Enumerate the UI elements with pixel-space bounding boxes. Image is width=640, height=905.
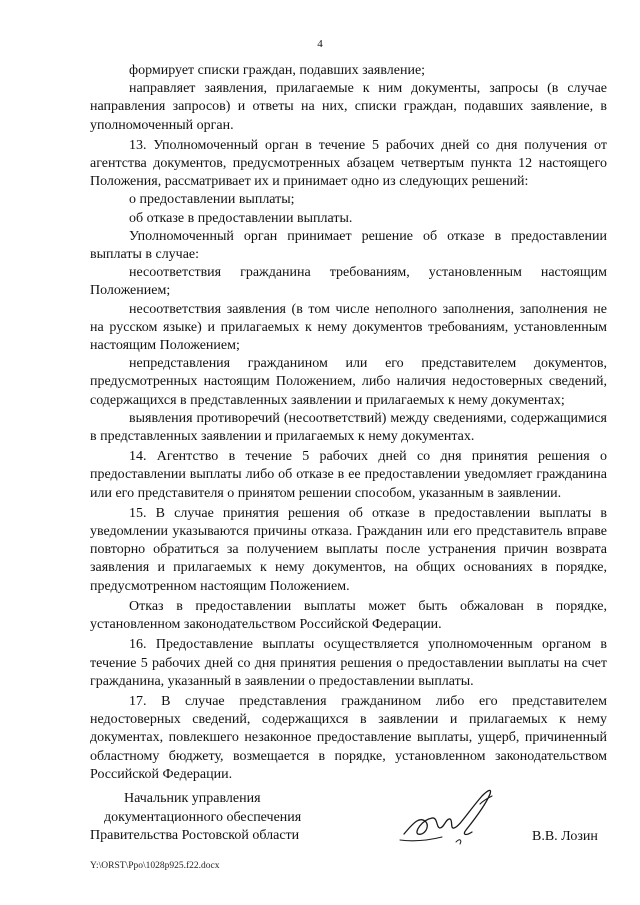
paragraph-decision-grant: о предоставлении выплаты; [129,192,295,208]
page-number: 4 [317,38,323,50]
paragraph-refusal-cases: Уполномоченный орган принимает решение об отказе в предоставлении выплаты в случае: [90,228,607,263]
paragraph-item-15: 15. В случае принятия решения об отказе в предоставлении выплаты в уведомлении указываются причины отказа. Гражданин или его представитель вправе повторно обратиться за получением выплаты после устранения причин возврата заявления и прилагаемых к нему документов, на общих основаниях в порядке, предусмотренном настоящим Положением. [90,505,607,594]
paragraph-appeal: Отказ в предоставлении выплаты может быть обжалован в порядке, установленном законодательством Российской Федерации. [90,598,607,633]
signatory-title-line-2: документационного обеспечения [104,809,302,825]
signatory-title [86,790,346,846]
paragraph-refusal-reason-4: выявления противоречий (несоответствий) между сведениями, содержащимися в представленных заявлении и прилагаемых к нему документах. [90,410,607,445]
paragraph-refusal-reason-2: несоответствия заявления (в том числе неполного заполнения, заполнения не на русском языке) и прилагаемых к нему документов требованиям, установленным настоящим Положением; [90,301,607,354]
signatory-title-line-1: Начальник управления [124,791,261,806]
paragraph-item-13: 13. Уполномоченный орган в течение 5 рабочих дней со дня получения от агентства документов, предусмотренных абзацем четвертым пункта 12 настоящего Положения, рассматривает их и принимает одно из следующих решений: [90,137,607,190]
paragraph-item-16: 16. Предоставление выплаты осуществляется уполномоченным органом в течение 5 рабочих дней со дня принятия решения о предоставлении выплаты на счет гражданина, указанный в заявлении о предоставлении выплаты. [90,637,607,689]
paragraph-sends-applications: направляет заявления, прилагаемые к ним документы, запросы (в случае направления запросов) и ответы на них, списки граждан, подавших заявление, в уполномоченный орган. [90,81,607,133]
signatory-title-line-3: Правительства Ростовской области [90,828,300,844]
paragraph-item-17: 17. В случае представления гражданином либо его представителем недостоверных сведений, содержащихся в заявлении и прилагаемых к нему документах, повлекшего незаконное предоставление выплаты, ущерб, причиненный областному бюджету, возмещается в порядке, установленном законодательством Российской Федерации. [90,693,607,782]
handwritten-signature [396,782,516,852]
paragraph-refusal-reason-3: непредставления гражданином или его представителем документов, предусмотренных настоящим Положением, либо наличия недостоверных сведений, содержащихся в представленных заявлении и прилагаемых к нему документах; [90,356,607,408]
document-body [90,62,607,784]
signatory-name: В.В. Лозин [532,829,598,844]
paragraph-decision-refuse: об отказе в предоставлении выплаты. [129,210,353,226]
signature-block [86,790,616,860]
paragraph-refusal-reason-1: несоответствия гражданина требованиям, установленным настоящим Положением; [90,265,607,299]
paragraph-item-14: 14. Агентство в течение 5 рабочих дней со дня принятия решения о предоставлении выплаты либо об отказе в ее предоставлении уведомляет гражданина или его представителя о принятом решении способом, указанным в заявлении. [90,449,607,501]
footer-file-path: Y:\ORST\Ppo\1028p925.f22.docx [90,861,220,871]
paragraph-list-forms: формирует списки граждан, подавших заявление; [129,63,426,78]
